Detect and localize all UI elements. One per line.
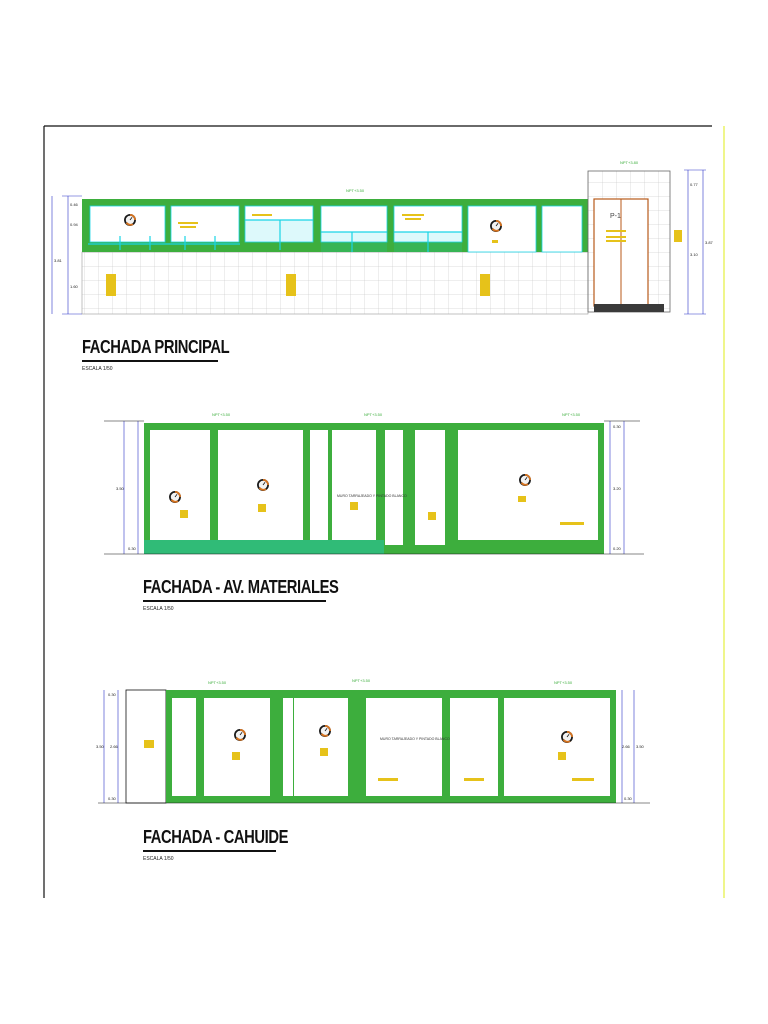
elevation-fachada-principal [52,160,714,314]
clock-icon [169,491,181,503]
dim-left: 0.30 [128,546,136,551]
clock-icon [234,729,246,741]
dim-left: 3.81 [54,258,62,263]
title-fachada-principal: FACHADA PRINCIPAL [82,337,230,357]
dim-right: 2.66 [622,744,630,749]
title-fachada-cahuide: FACHADA - CAHUIDE [143,827,288,847]
clock-icon [561,731,573,743]
level-tag: NPT+3.50 [554,680,573,685]
dim-right: 3.87 [705,240,713,245]
dim-left: 0.94 [70,222,78,227]
title-fachada-av-materiales: FACHADA - AV. MATERIALES [143,577,339,597]
elevation-fachada-av-materiales [104,412,644,554]
clock-icon [519,474,531,486]
level-tag: NPT+3.50 [364,412,383,417]
clock-icon [124,214,136,226]
title-underline [82,360,218,362]
dim-left: 0.30 [108,692,116,697]
wall-note: MURO TARRAJEADO Y PINTADO BLANCO [380,737,450,741]
title-underline [143,850,276,852]
dim-right: 0.77 [690,182,698,187]
dim-right: 3.20 [613,486,621,491]
dim-left: 2.66 [110,744,118,749]
dim-left: 0.46 [70,202,78,207]
scale-label: ESCALA 1/50 [143,856,174,862]
dim-right: 3.10 [690,252,698,257]
level-tag: NPT+3.50 [346,188,365,193]
storefront-openings [172,698,610,796]
glass-base [144,540,384,554]
level-tag: NPT+3.80 [620,160,639,165]
dim-left: 3.50 [116,486,124,491]
dim-right: 0.30 [613,424,621,429]
dim-left: 1.60 [70,284,78,289]
dim-right: 0.20 [613,546,621,551]
wall-note: MURO TARRAJEADO Y PINTADO BLANCO [337,494,407,498]
level-tag: NPT+3.50 [562,412,581,417]
level-tag: NPT+3.50 [208,680,227,685]
dim-left: 0.30 [108,796,116,801]
dim-right: 0.30 [624,796,632,801]
dim-left: 3.50 [96,744,104,749]
door-label: P-1 [610,213,621,220]
clock-icon [490,220,502,232]
scale-label: ESCALA 1/50 [82,366,113,372]
clock-icon [319,725,331,737]
title-underline [143,600,326,602]
level-tag: NPT+3.50 [352,678,371,683]
elevation-fachada-cahuide [96,678,650,803]
door-threshold [594,304,664,312]
tiled-wall [82,252,588,314]
clock-icon [257,479,269,491]
dim-right: 3.50 [636,744,644,749]
scale-label: ESCALA 1/50 [143,606,174,612]
level-tag: NPT+3.50 [212,412,231,417]
